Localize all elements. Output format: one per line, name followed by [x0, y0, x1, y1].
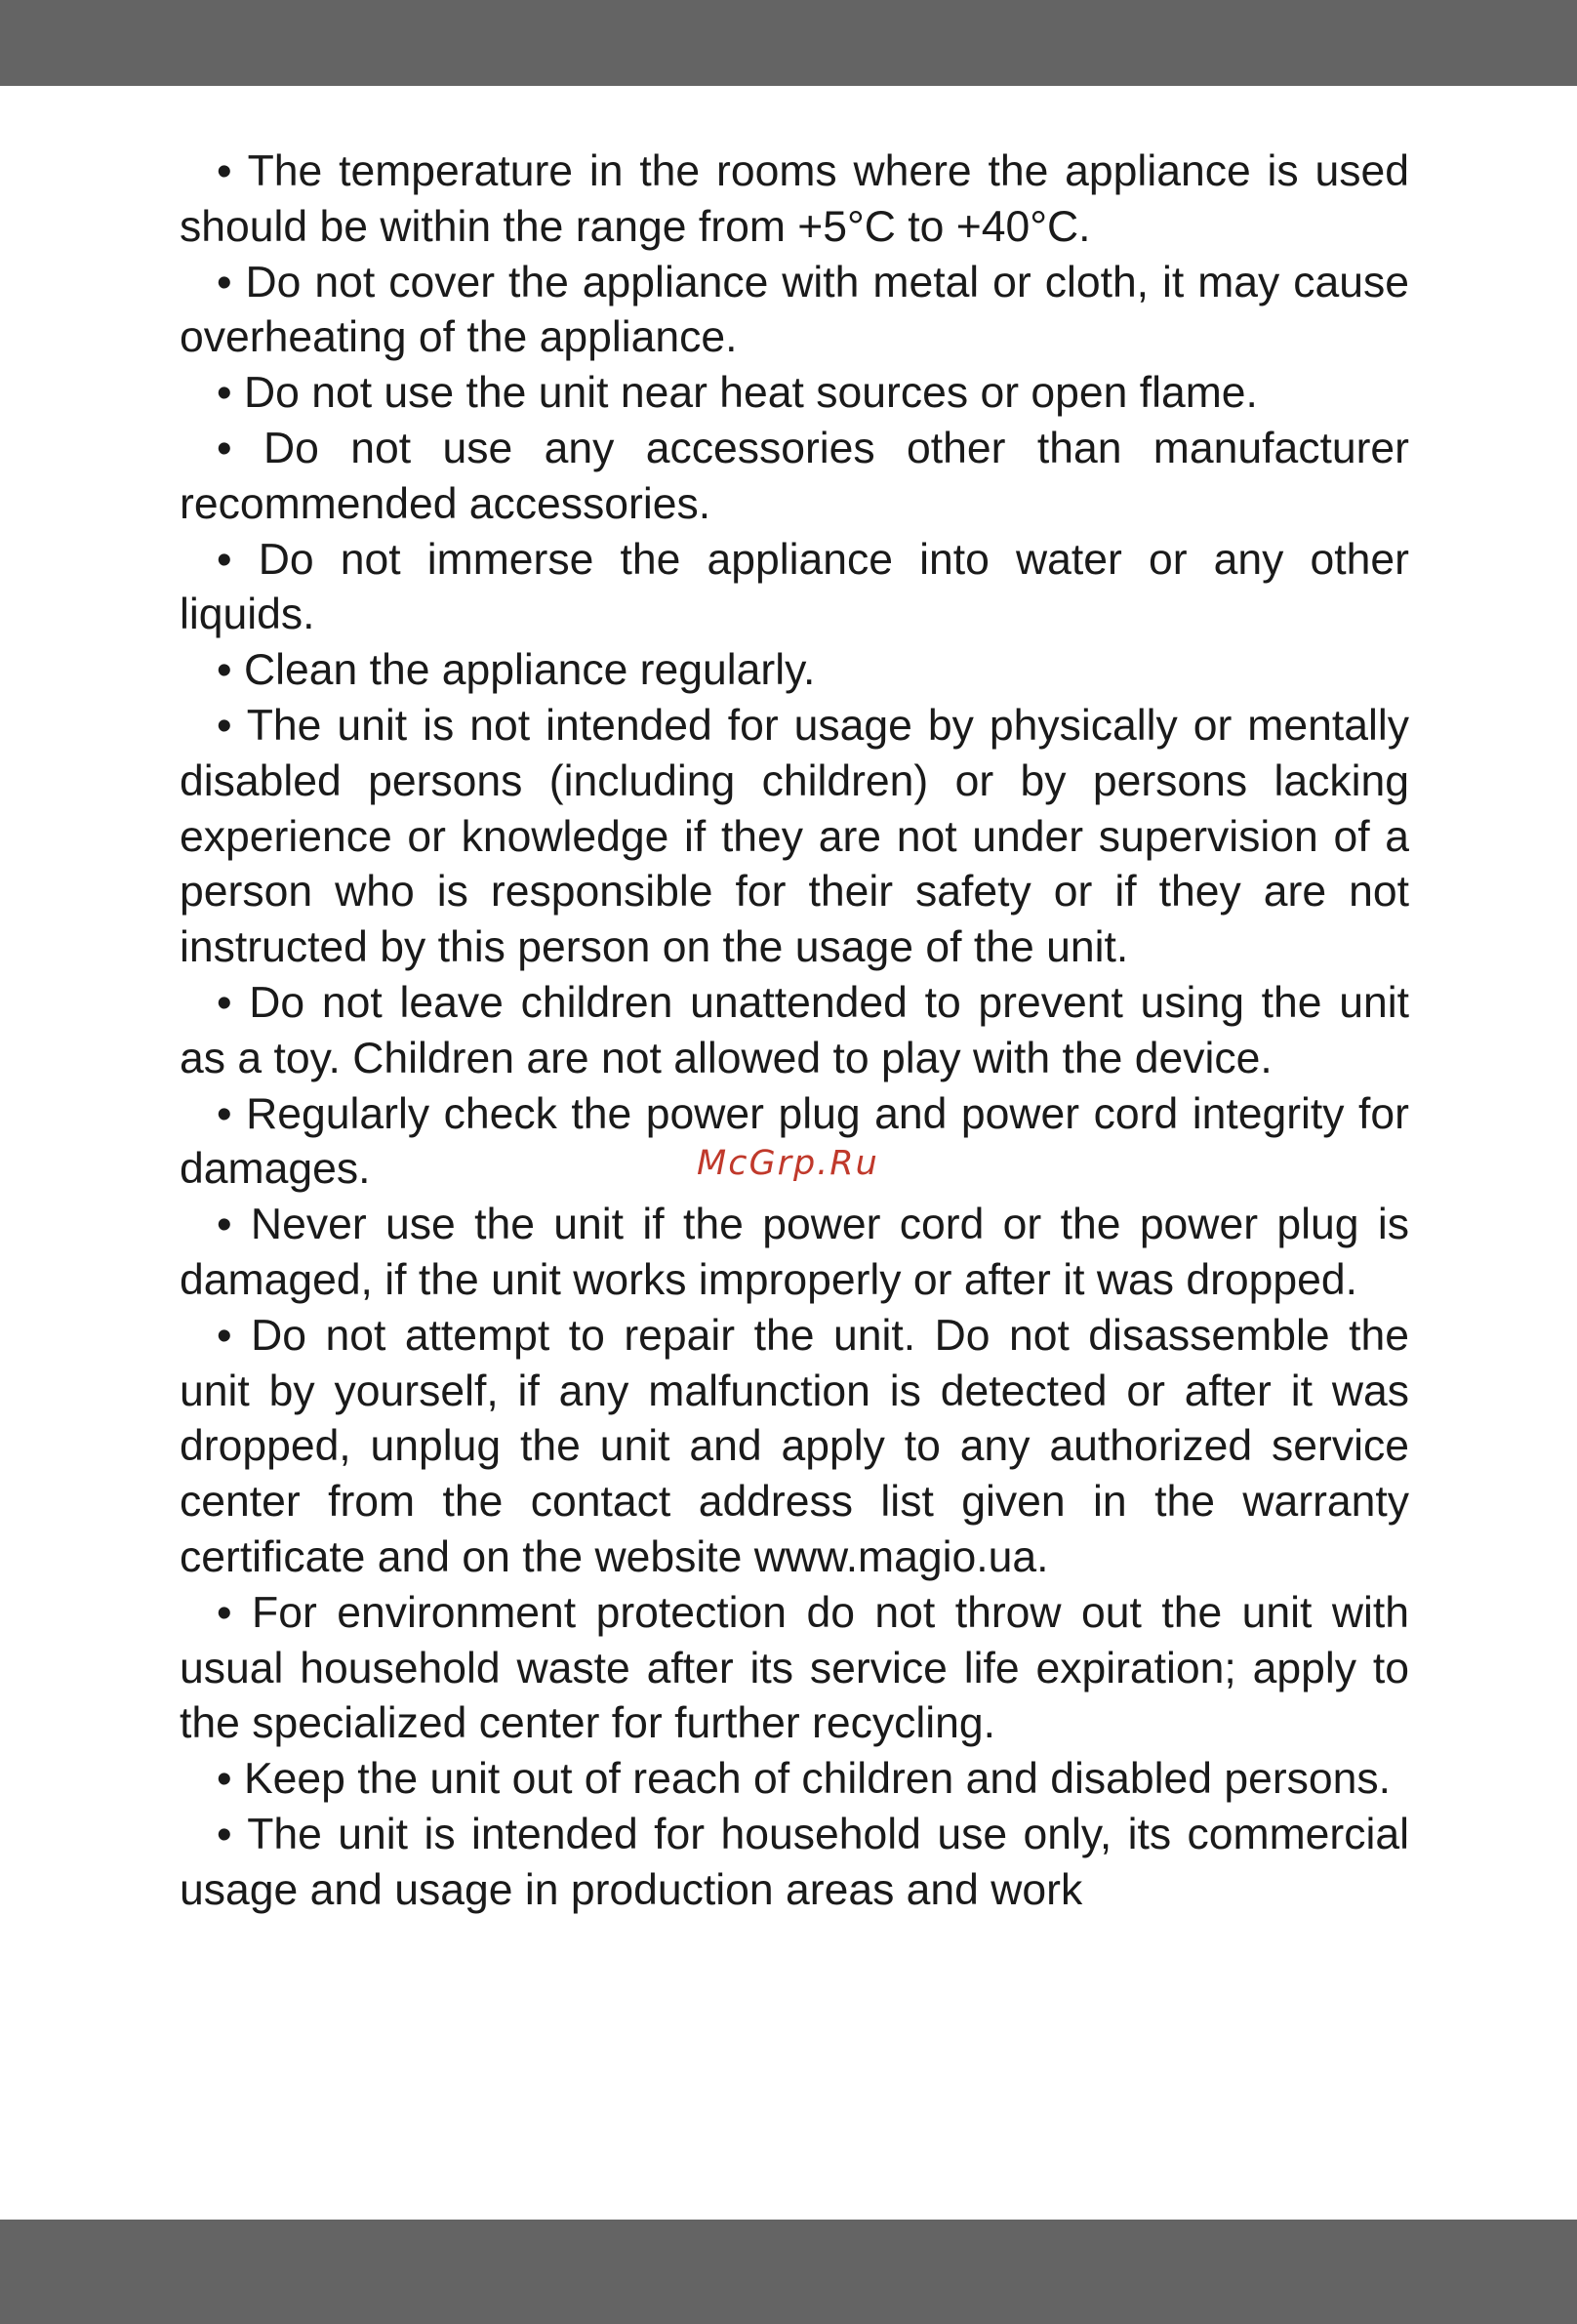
instruction-paragraph: • Do not use the unit near heat sources or open flame.: [217, 369, 1258, 418]
instruction-paragraph: • The temperature in the rooms where the appliance is used should be within the range from +5°C to +40°C.: [180, 147, 1409, 251]
instruction-paragraph: • Do not attempt to repair the unit. Do not disassemble the unit by yourself, if any malfunction is detected or after it was dropped, unplug the unit and apply to any authorized service center from the contact address list given in the warranty certificate and on the website www.magio.ua.: [180, 1311, 1409, 1581]
instruction-paragraph: • Keep the unit out of reach of children and disabled persons.: [217, 1755, 1392, 1804]
instruction-paragraph: • The unit is not intended for usage by physically or mentally disabled persons (including children) or by persons lacking experience or knowledge if they are not under supervision of a person who is responsible for their safety or if they are not instructed by this person on the usage of the unit.: [180, 701, 1409, 972]
instruction-paragraph: • For environment protection do not throw out the unit with usual household waste after its service life expiration; apply to the specialized center for further recycling.: [180, 1588, 1409, 1748]
watermark: McGrp.Ru: [697, 1144, 879, 1183]
bottom-band: [0, 2220, 1577, 2324]
instruction-paragraph: • Do not leave children unattended to prevent using the unit as a toy. Children are not allowed to play with the device.: [180, 978, 1409, 1082]
instruction-paragraph: • Never use the unit if the power cord or the power plug is damaged, if the unit works improperly or after it was dropped.: [180, 1201, 1409, 1304]
instruction-paragraph: • Do not cover the appliance with metal or cloth, it may cause overheating of the appliance.: [180, 258, 1409, 362]
safety-instructions: [180, 144, 1409, 1919]
instruction-paragraph: • Do not immerse the appliance into water or any other liquids.: [180, 535, 1409, 639]
instruction-paragraph: • Regularly check the power plug and power cord integrity for damages.: [180, 1089, 1409, 1194]
instruction-paragraph: • Do not use any accessories other than manufacturer recommended accessories.: [180, 424, 1409, 528]
instruction-paragraph: • Clean the appliance regularly.: [217, 646, 816, 695]
top-band: [0, 0, 1577, 86]
instruction-paragraph: • The unit is intended for household use only, its commercial usage and usage in production areas and work: [180, 1810, 1409, 1914]
